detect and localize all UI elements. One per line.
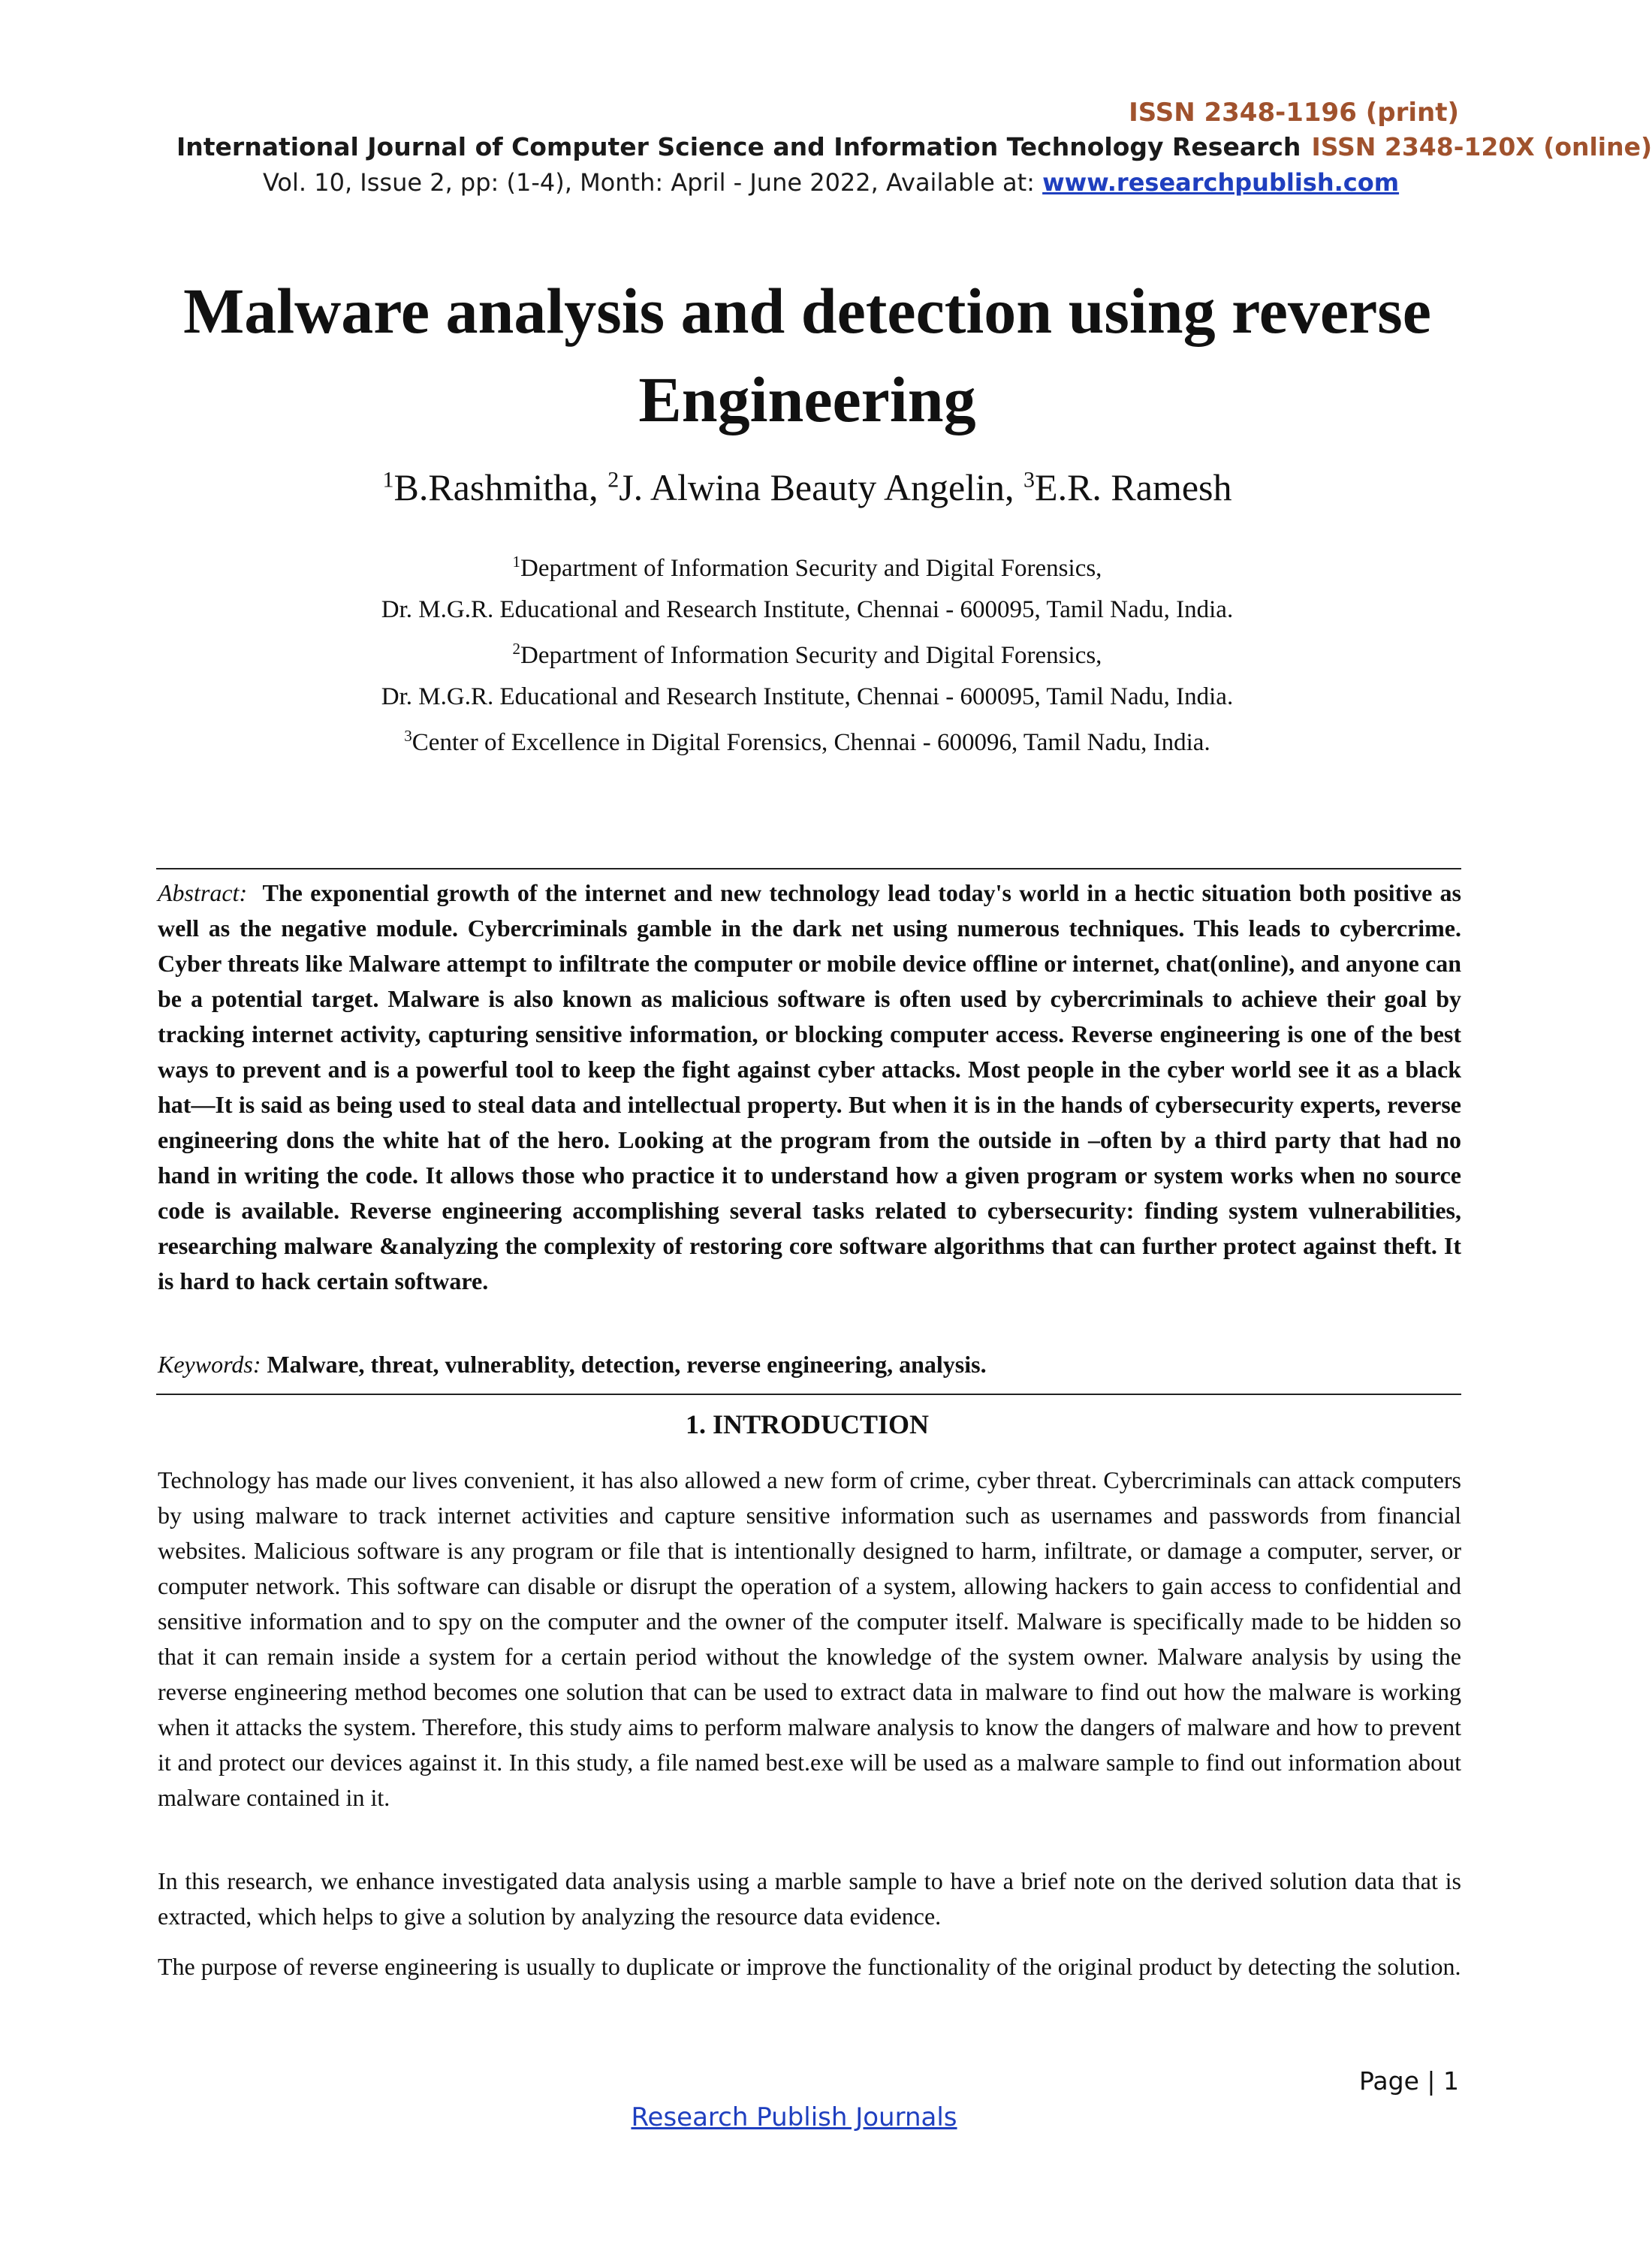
affiliation-1-line1 — [150, 553, 1464, 583]
keywords-text: Malware, threat, vulnerablity, detection, reverse engineering, analysis. — [267, 1351, 987, 1378]
author-sup: 2 — [607, 467, 620, 493]
abstract-text: The exponential growth of the internet and new technology lead today's world in a hectic situation both positive as well as the negative module. Cybercriminals gamble in the dark net using numerous techniques. This leads to cybercrime. Cyber threats like Malware attempt to infiltrate the computer or mobile device offline or internet, chat(online), and anyone can be a potential target. Malware is also known as malicious software is often used by cybercriminals to achieve their goal by tracking internet activity, capturing sensitive information, or blocking computer access. Reverse engineering is one of the best ways to prevent and is a powerful tool to keep the fight against cyber attacks. Most people in the cyber world see it as a black hat—It is said as being used to steal data and intellectual property. But when it is in the hands of cybersecurity experts, reverse engineering dons the white hat of the hero. Looking at the program from the outside in –often by a third party that had no hand in writing the code. It allows those who practice it to understand how a given program or system works when no source code is available. Reverse engineering accomplishing several tasks related to cybersecurity: finding system vulnerabilities, researching malware &analyzing the complexity of restoring core software algorithms that can further protect against theft. It is hard to hack certain software. — [158, 879, 1462, 1294]
keywords-label: Keywords: — [158, 1351, 261, 1378]
issn-print: ISSN 2348-1196 (print) — [1129, 98, 1459, 128]
affiliation-text: Department of Information Security and Digital Forensics, — [520, 642, 1102, 669]
affiliation-2-line1 — [150, 640, 1464, 670]
abstract — [158, 875, 1461, 1299]
keywords — [158, 1347, 1461, 1382]
abstract-bottom-rule — [156, 1394, 1461, 1395]
issn-online: ISSN 2348-120X (online) — [1311, 132, 1652, 161]
affiliation-text: Department of Information Security and Digital Forensics, — [520, 555, 1102, 582]
affiliation-2-line2: Dr. M.G.R. Educational and Research Institute, Chennai - 600095, Tamil Nadu, India. — [381, 683, 1234, 710]
affiliation-text: Center of Excellence in Digital Forensics, Chennai - 600096, Tamil Nadu, India. — [411, 729, 1210, 756]
affiliation-sup: 1 — [512, 553, 521, 571]
author-name: J. Alwina Beauty Angelin, — [619, 466, 1024, 508]
journal-name-line — [176, 132, 1652, 161]
paper-title: Malware analysis and detection using reverse Engineering — [183, 275, 1431, 435]
website-link[interactable]: www.researchpublish.com — [1042, 168, 1400, 197]
author-list — [150, 466, 1464, 509]
author-sup: 1 — [382, 467, 394, 493]
author-name: E.R. Ramesh — [1035, 466, 1232, 508]
affiliation-sup: 3 — [404, 727, 412, 745]
abstract-label: Abstract: — [158, 879, 248, 906]
volume-line — [263, 168, 1399, 197]
affiliation-3-line1 — [150, 727, 1464, 757]
journal-name: International Journal of Computer Science and Information Technology Research — [176, 132, 1301, 161]
abstract-top-rule — [156, 868, 1461, 869]
paragraph: Technology has made our lives convenient, it has also allowed a new form of crime, cyber threat. Cybercriminals can attack computers by using malware to track internet activities and capture sensitive information such as usernames and passwords from financial websites. Malicious software is any program or file that is intentionally designed to harm, infiltrate, or damage a computer, server, or computer network. This software can disable or disrupt the operation of a system, allowing hackers to gain access to confidential and sensitive information and to spy on the computer and the owner of the computer itself. Malware is specifically made to be hidden so that it can remain inside a system for a certain period without the knowledge of the system owner. Malware analysis by using the reverse engineering method becomes one solution that can be used to extract data in malware to find out how the malware is working when it attacks the system. Therefore, this study aims to perform malware analysis to know the dangers of malware and how to prevent it and protect our devices against it. In this study, a file named best.exe will be used as a malware sample to find out information about malware contained in it. — [158, 1466, 1461, 1811]
author-sup: 3 — [1023, 467, 1036, 493]
page-number: Page | 1 — [1359, 2066, 1459, 2096]
author-name: B.Rashmitha, — [393, 466, 608, 508]
affiliation-sup: 2 — [512, 640, 521, 658]
volume-info: Vol. 10, Issue 2, pp: (1-4), Month: April - June 2022, Available at: — [263, 168, 1043, 197]
affiliation-1-line2: Dr. M.G.R. Educational and Research Institute, Chennai - 600095, Tamil Nadu, India. — [381, 596, 1234, 623]
paragraph: In this research, we enhance investigated data analysis using a marble sample to have a brief note on the derived solution data that is extracted, which helps to give a solution by analyzing the resource data evidence. — [158, 1867, 1461, 1930]
section-heading: 1. INTRODUCTION — [685, 1409, 930, 1439]
publisher-link[interactable]: Research Publish Journals — [631, 2102, 957, 2132]
paragraph: The purpose of reverse engineering is usually to duplicate or improve the functionality of the original product by detecting the solution. — [158, 1953, 1461, 1980]
